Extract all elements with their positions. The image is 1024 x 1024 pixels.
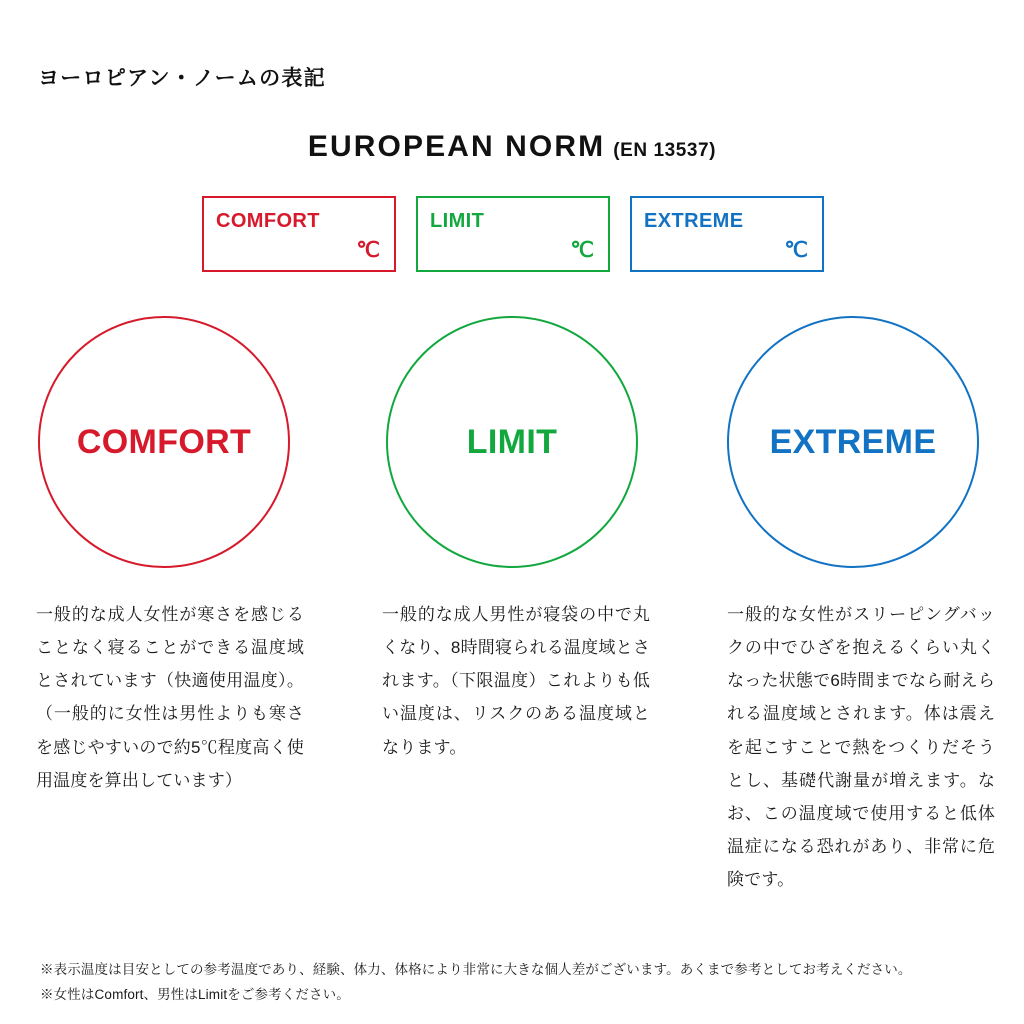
legend-row <box>202 196 824 274</box>
footnote-1: ※表示温度は目安としての参考温度であり、経験、体力、体格により非常に大きな個人差がございます。あくまで参考としてお考えください。 <box>40 962 912 977</box>
legend-label-limit: LIMIT <box>430 210 485 232</box>
norm-title <box>0 130 1024 164</box>
legend-unit-extreme: ℃ <box>784 239 808 262</box>
description-row <box>0 598 1024 928</box>
description-extreme: 一般的な女性がスリーピングバックの中でひざを抱えるくらい丸くなった状態で6時間までなら耐えられる温度域とされます。体は震えを起こすことで熱をつくりだそうとし、基礎代謝量が増えます。なお、この温度域で使用すると低体温症になる恐れがあり、非常に危険です。 <box>727 605 995 890</box>
description-limit: 一般的な成人男性が寝袋の中で丸くなり、8時間寝られる温度域とされます。（下限温度）これよりも低い温度は、リスクのある温度域となります。 <box>382 605 650 757</box>
circle-limit <box>386 316 638 568</box>
circle-extreme <box>727 316 979 568</box>
footnote-2: ※女性はComfort、男性はLimitをご参考ください。 <box>40 986 350 1002</box>
circle-row <box>0 316 1024 576</box>
norm-title-standard-code: (EN 13537) <box>613 140 717 161</box>
description-comfort: 一般的な成人女性が寒さを感じることなく寝ることができる温度域とされています（快適使用温度）。（一般的に女性は男性よりも寒さを感じやすいので約5℃程度高く使用温度を算出しています） <box>36 605 304 790</box>
circle-label-extreme: EXTREME <box>769 422 937 461</box>
legend-unit-comfort: ℃ <box>356 239 380 262</box>
legend-box-comfort <box>202 196 396 272</box>
legend-label-comfort: COMFORT <box>216 210 320 232</box>
circle-label-comfort: COMFORT <box>76 422 252 461</box>
page-title: ヨーロピアン・ノームの表記 <box>38 67 326 90</box>
legend-box-limit <box>416 196 610 272</box>
legend-unit-limit: ℃ <box>570 239 594 262</box>
legend-box-extreme <box>630 196 824 272</box>
footnotes <box>40 958 990 1008</box>
legend-label-extreme: EXTREME <box>644 210 744 232</box>
circle-label-limit: LIMIT <box>466 422 558 461</box>
circle-comfort <box>38 316 290 568</box>
norm-title-main: EUROPEAN NORM <box>307 130 606 163</box>
